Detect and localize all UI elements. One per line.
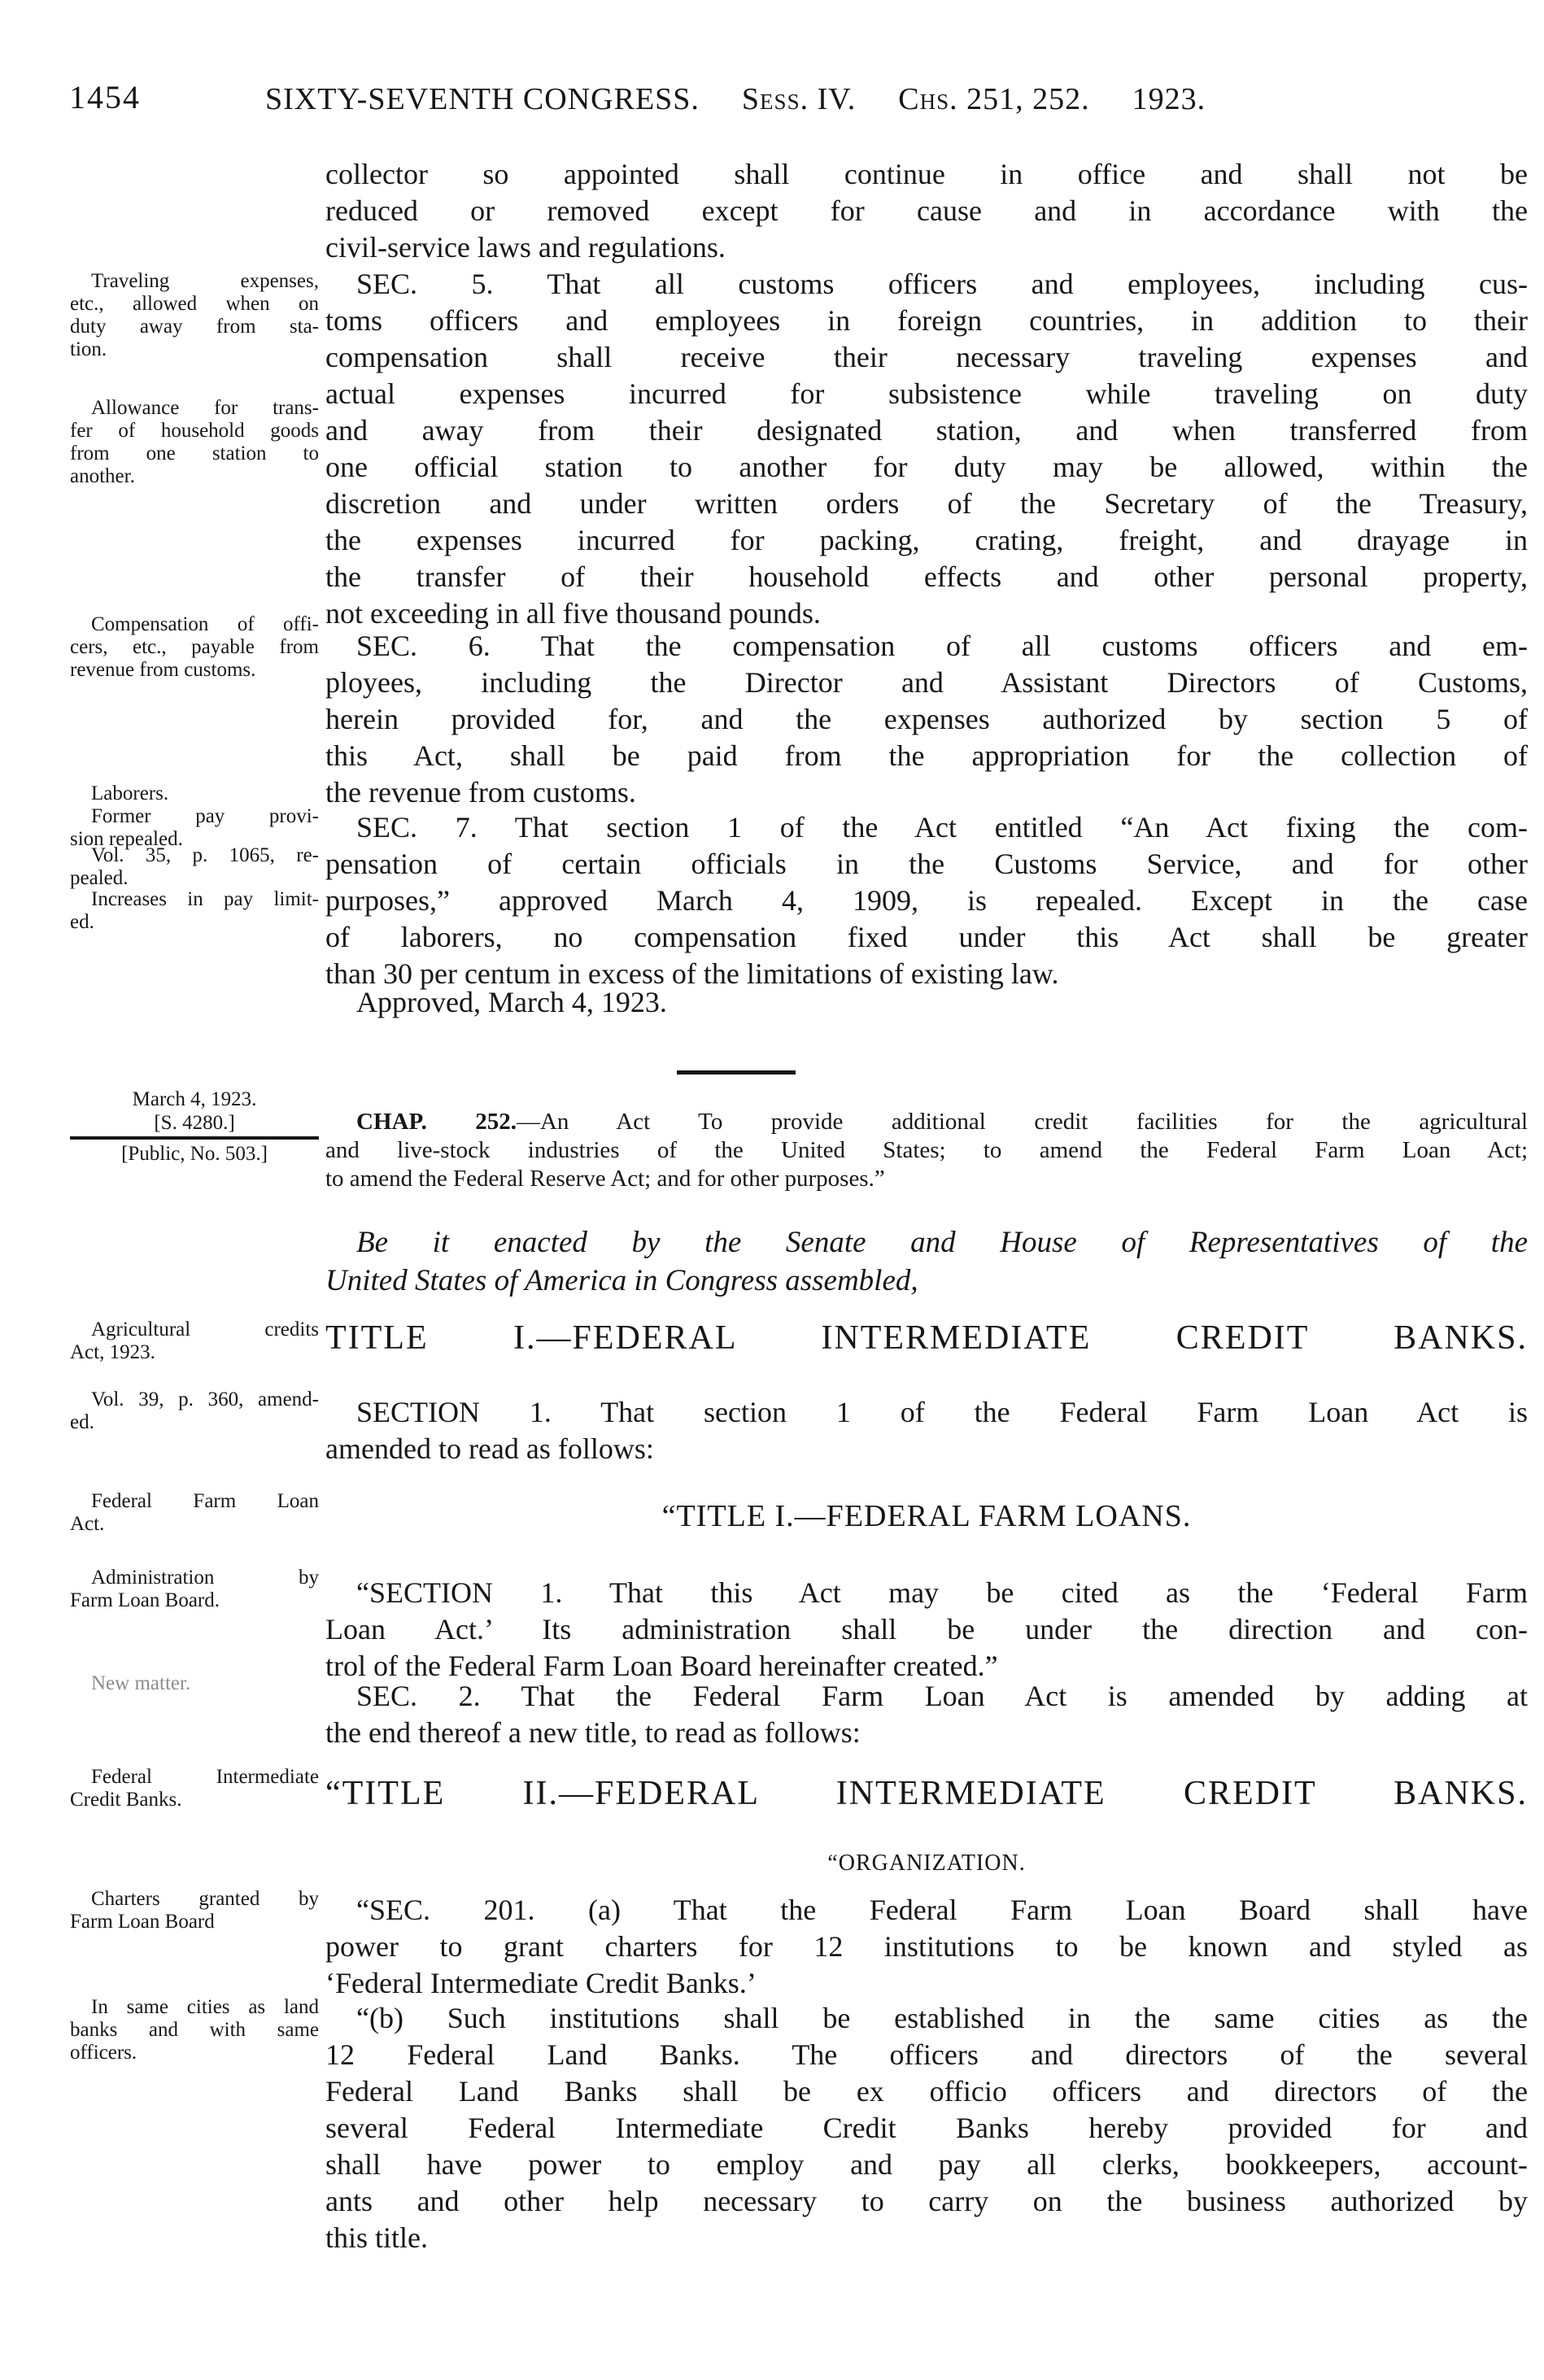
- text-line: ployees, including the Director and Assistant Directors of Customs,: [325, 666, 1528, 699]
- para-sec-201-b: [325, 2000, 1528, 2256]
- public-number: [Public, No. 503.]: [121, 1143, 268, 1165]
- margin-note-charters-granted: [70, 1888, 319, 1933]
- margin-note-administration-by-board: [70, 1567, 319, 1612]
- running-header: [265, 81, 1206, 117]
- margin-note-line: Allowance for trans-: [91, 397, 319, 419]
- margin-note-line: Charters granted by: [91, 1888, 319, 1910]
- chapter-divider-rule: [677, 1070, 796, 1074]
- text-line: toms officers and employees in foreign countries, in addition to their: [325, 304, 1528, 337]
- text-line: SEC. 2. That the Federal Farm Loan Act is amended by adding at: [356, 1680, 1528, 1712]
- chapter-number-label: CHAP. 252.: [356, 1109, 517, 1135]
- margin-note-line: Former pay provi-: [91, 805, 319, 827]
- para-sec-201-a: [325, 1892, 1528, 2002]
- text-line: trol of the Federal Farm Loan Board hereinafter created.”: [325, 1650, 998, 1682]
- text-line: herein provided for, and the expenses authorized by section 5 of: [325, 703, 1528, 735]
- chapter-title-text: —An Act To provide additional credit facilities for the agricultural: [516, 1109, 1528, 1135]
- text-line: Loan Act.’ Its administration shall be under the direction and con-: [325, 1613, 1528, 1646]
- text-line: civil-service laws and regulations.: [325, 231, 726, 264]
- margin-note-line: Farm Loan Board: [70, 1911, 215, 1933]
- margin-note-line: duty away from sta-: [70, 316, 319, 338]
- margin-note-line: New matter.: [91, 1672, 191, 1694]
- text-line: power to grant charters for 12 institutions to be known and styled as: [325, 1930, 1528, 1963]
- text-line: amended to read as follows:: [325, 1432, 654, 1465]
- page-number: 1454: [69, 79, 141, 116]
- margin-note-line: Compensation of offi-: [91, 613, 319, 635]
- para-sec-5: [325, 266, 1528, 632]
- text-line: ants and other help necessary to carry on the business authorized by: [325, 2185, 1528, 2217]
- margin-note-line: Vol. 39, p. 360, amend-: [91, 1388, 319, 1410]
- title-2-heading: “TITLE II.—FEDERAL INTERMEDIATE CREDIT BANKS.: [325, 1775, 1528, 1812]
- text-line: this Act, shall be paid from the appropriation for the collection of: [325, 739, 1528, 772]
- margin-note-line: another.: [70, 465, 135, 487]
- margin-note-line: cers, etc., payable from: [70, 636, 319, 658]
- margin-note-traveling-expenses: [70, 270, 319, 361]
- margin-note-line: revenue from customs.: [70, 659, 256, 681]
- date-block: [70, 1088, 319, 1166]
- text-line: 12 Federal Land Banks. The officers and directors of the several: [325, 2038, 1528, 2071]
- margin-note-line: banks and with same: [70, 2019, 319, 2041]
- header-segment: 1923.: [1132, 82, 1206, 116]
- margin-note-federal-farm-loan-act: [70, 1490, 319, 1536]
- para-section-1: [325, 1394, 1528, 1467]
- margin-note-line: Traveling expenses,: [91, 270, 319, 292]
- margin-note-increases-in-pay-limited: [70, 888, 319, 934]
- text-line: reduced or removed except for cause and in accordance with the: [325, 194, 1528, 227]
- margin-note-line: from one station to: [70, 442, 319, 464]
- text-line: collector so appointed shall continue in office and shall not be: [325, 158, 1528, 190]
- text-line: Approved, March 4, 1923.: [356, 986, 667, 1018]
- margin-note-line: In same cities as land: [91, 1996, 319, 2018]
- margin-note-line: officers.: [70, 2042, 137, 2064]
- margin-note-line: sion repealed.: [70, 828, 183, 850]
- para-sec-2: [325, 1678, 1528, 1751]
- header-segment: SIXTY-SEVENTH CONGRESS.: [265, 82, 700, 116]
- title-federal-farm-loans: “TITLE I.—FEDERAL FARM LOANS.: [661, 1499, 1192, 1533]
- text-line: and live-stock industries of the United States; to amend the Federal Farm Loan Act;: [325, 1137, 1528, 1163]
- margin-note-line: Farm Loan Board.: [70, 1589, 220, 1611]
- margin-note-line: ed.: [70, 911, 94, 933]
- para-collector-continued: [325, 156, 1528, 266]
- margin-note-line: ed.: [70, 1411, 94, 1433]
- para-quoted-section-1: [325, 1575, 1528, 1685]
- text-line: actual expenses incurred for subsistence while traveling on duty: [325, 377, 1528, 410]
- text-line: SEC. 6. That the compensation of all customs officers and em-: [356, 630, 1528, 662]
- text-line: and away from their designated station, and when transferred from: [325, 414, 1528, 447]
- date-line: March 4, 1923.: [132, 1088, 257, 1110]
- text-line: United States of America in Congress assembled,: [325, 1264, 918, 1297]
- text-line: several Federal Intermediate Credit Banks hereby provided for and: [325, 2112, 1528, 2144]
- margin-note-agricultural-credits-act: [70, 1319, 319, 1364]
- text-line: “(b) Such institutions shall be established in the same cities as the: [356, 2002, 1528, 2034]
- text-line: SECTION 1. That section 1 of the Federal Farm Loan Act is: [356, 1396, 1528, 1428]
- para-sec-6: [325, 628, 1528, 811]
- margin-note-line: Federal Farm Loan: [91, 1490, 319, 1512]
- approved-line: [325, 984, 1528, 1021]
- para-sec-7: [325, 809, 1528, 992]
- margin-note-line: Act.: [70, 1513, 105, 1535]
- text-line: ‘Federal Intermediate Credit Banks.’: [325, 1967, 757, 1999]
- margin-note-line: pealed.: [70, 867, 129, 889]
- margin-note-same-cities-same-officers: [70, 1996, 319, 2064]
- text-line: of laborers, no compensation fixed under this Act shall be greater: [325, 921, 1528, 953]
- text-line: pensation of certain officials in the Customs Service, and for other: [325, 848, 1528, 880]
- text-line: [325, 1108, 1528, 1136]
- margin-note-line: Act, 1923.: [70, 1341, 155, 1363]
- organization-heading: “ORGANIZATION.: [827, 1850, 1026, 1876]
- text-line: the expenses incurred for packing, crating, freight, and drayage in: [325, 524, 1528, 556]
- text-line: to amend the Federal Reserve Act; and for other purposes.”: [325, 1166, 885, 1192]
- text-line: “SEC. 201. (a) That the Federal Farm Loan Board shall have: [356, 1894, 1528, 1926]
- margin-note-line: fer of household goods: [70, 420, 319, 442]
- text-line: SEC. 7. That section 1 of the Act entitled “An Act fixing the com-: [356, 811, 1528, 843]
- margin-note-line: Vol. 35, p. 1065, re-: [91, 844, 319, 866]
- text-line: the transfer of their household effects and other personal property,: [325, 560, 1528, 593]
- chap-252-heading: [325, 1108, 1528, 1193]
- text-line: than 30 per centum in excess of the limitations of existing law.: [325, 957, 1059, 990]
- bill-number: [S. 4280.]: [154, 1112, 235, 1134]
- margin-note-vol-39-amended: [70, 1388, 319, 1434]
- text-line: not exceeding in all five thousand pounds.: [325, 597, 821, 630]
- text-line: SEC. 5. That all customs officers and employees, including cus-: [356, 268, 1528, 300]
- margin-note-line: Increases in pay limit-: [91, 888, 319, 910]
- margin-note-line: Credit Banks.: [70, 1789, 182, 1811]
- text-line: purposes,” approved March 4, 1909, is repealed. Except in the case: [325, 884, 1528, 917]
- text-line: one official station to another for duty may be allowed, within the: [325, 451, 1528, 483]
- text-line: shall have power to employ and pay all clerks, bookkeepers, account-: [325, 2148, 1528, 2181]
- text-line: Federal Land Banks shall be ex officio officers and directors of the: [325, 2075, 1528, 2108]
- margin-note-line: Administration by: [91, 1567, 319, 1589]
- margin-note-line: Federal Intermediate: [91, 1766, 319, 1788]
- margin-note-line: etc., allowed when on: [70, 293, 319, 315]
- text-line: discretion and under written orders of the Secretary of the Treasury,: [325, 487, 1528, 520]
- margin-note-new-matter: [70, 1672, 319, 1695]
- margin-note-federal-intermediate-credit-banks: [70, 1766, 319, 1811]
- margin-note-compensation-payable: [70, 613, 319, 682]
- text-line: this title.: [325, 2221, 428, 2254]
- text-line: the end thereof a new title, to read as follows:: [325, 1716, 861, 1749]
- margin-note-line: tion.: [70, 338, 107, 360]
- text-line: Be it enacted by the Senate and House of Representatives of the: [356, 1226, 1528, 1259]
- header-segment: Sess. IV.: [741, 82, 857, 116]
- margin-note-vol-35-repealed: [70, 844, 319, 890]
- text-line: “SECTION 1. That this Act may be cited as the ‘Federal Farm: [356, 1576, 1528, 1609]
- text-line: compensation shall receive their necessary traveling expenses and: [325, 341, 1528, 373]
- enacting-clause: [325, 1223, 1528, 1300]
- margin-note-line: Agricultural credits: [91, 1319, 319, 1340]
- margin-note-household-goods-allowance: [70, 397, 319, 488]
- margin-note-laborers: [70, 782, 319, 805]
- text-line: the revenue from customs.: [325, 776, 636, 809]
- margin-note-line: Laborers.: [91, 782, 169, 804]
- date-block-rule: [70, 1136, 319, 1140]
- title-1-heading: TITLE I.—FEDERAL INTERMEDIATE CREDIT BANKS.: [325, 1319, 1528, 1357]
- header-segment: Chs. 251, 252.: [898, 82, 1090, 116]
